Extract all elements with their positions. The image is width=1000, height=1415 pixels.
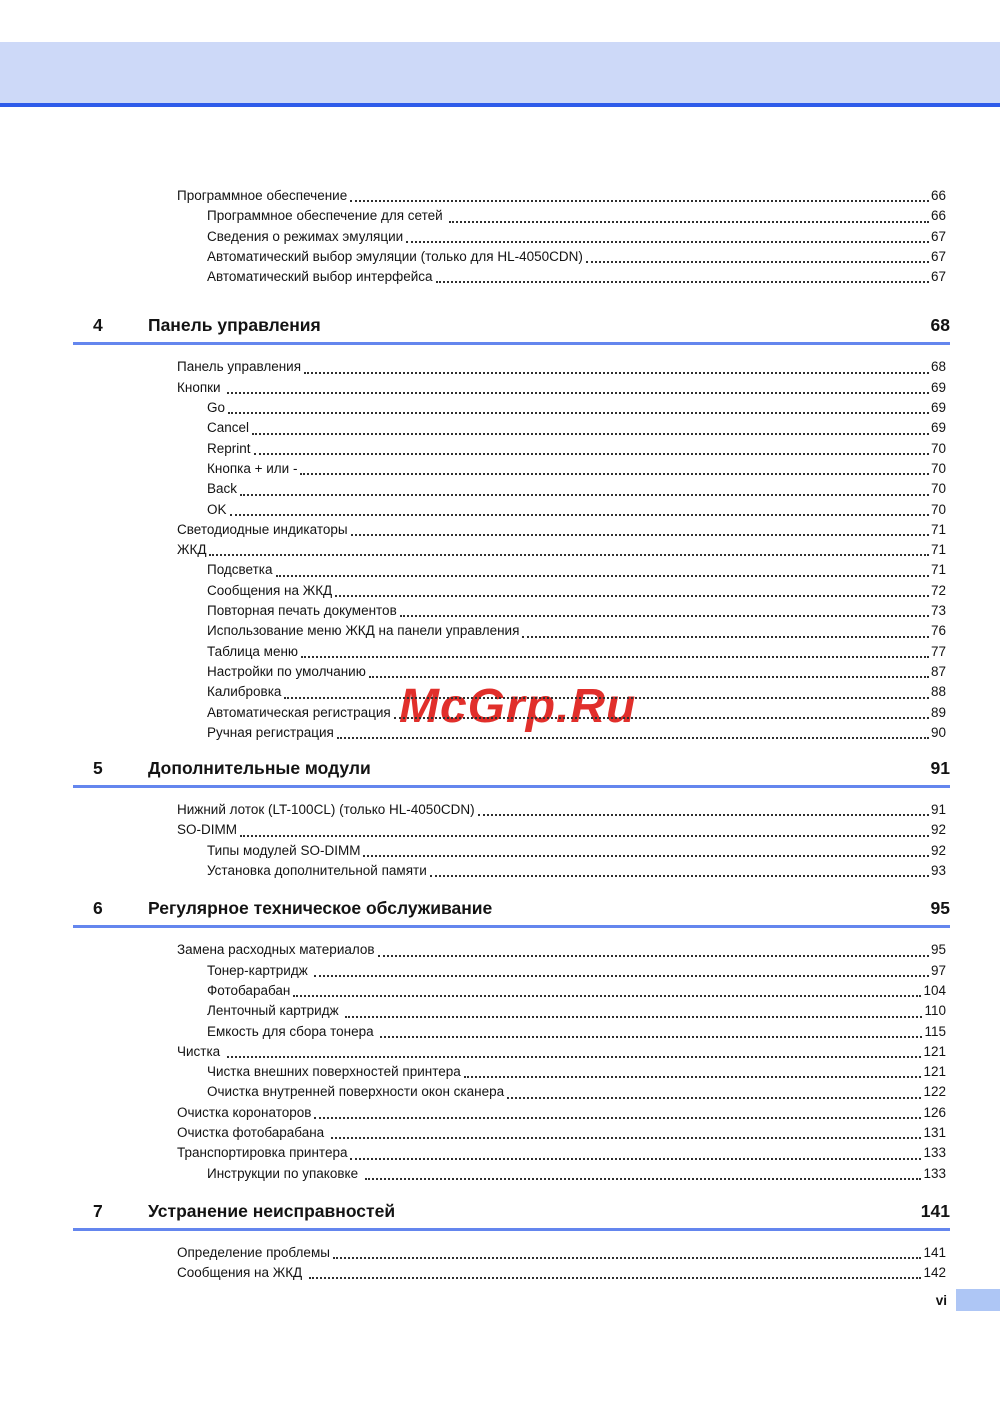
toc-section-chapter-4 <box>73 357 950 743</box>
toc-entry-title: OK <box>207 501 227 517</box>
toc-entry[interactable] <box>73 247 950 267</box>
toc-entry[interactable] <box>73 540 950 560</box>
dot-leader <box>350 200 929 202</box>
toc-entry-page: 122 <box>923 1084 946 1100</box>
toc-entry-page: 131 <box>923 1124 946 1140</box>
chapter-page: 91 <box>930 758 950 779</box>
toc-entry-page: 126 <box>923 1104 946 1120</box>
toc-entry-page: 71 <box>930 562 946 578</box>
dot-leader <box>365 1178 922 1180</box>
toc-entry-page: 104 <box>923 982 946 998</box>
toc-entry[interactable] <box>73 1082 950 1102</box>
toc-entry-title: Back <box>207 481 238 497</box>
toc-entry-page: 67 <box>930 248 946 264</box>
toc-entry-page: 66 <box>930 208 946 224</box>
toc-entry[interactable] <box>73 186 950 206</box>
toc-entry-title: Кнопка + или - <box>207 460 298 476</box>
toc-entry[interactable] <box>73 642 950 662</box>
toc-entry[interactable] <box>73 357 950 377</box>
toc-entry-title: Тонер-картридж <box>207 962 312 978</box>
toc-entry-title: Очистка внутренней поверхности окон сканера <box>207 1084 505 1100</box>
dot-leader <box>478 814 929 816</box>
dot-leader <box>522 636 929 638</box>
chapter-title: Дополнительные модули <box>148 758 371 779</box>
dot-leader <box>400 615 929 617</box>
toc-entry-title: Автоматическая регистрация <box>207 704 391 720</box>
dot-leader <box>369 676 929 678</box>
toc-entry-title: Очистка фотобарабана <box>177 1124 328 1140</box>
toc-entry[interactable] <box>73 1243 950 1263</box>
toc-entry[interactable] <box>73 820 950 840</box>
toc-entry-page: 71 <box>930 542 946 558</box>
dot-leader <box>304 372 929 374</box>
footer-page-number: vi <box>935 1292 947 1308</box>
toc-entry-page: 133 <box>923 1165 946 1181</box>
toc-entry[interactable] <box>73 1164 950 1184</box>
toc-entry-title: Инструкции по упаковке <box>207 1165 362 1181</box>
toc-entry-page: 110 <box>924 1003 946 1019</box>
dot-leader <box>314 975 928 977</box>
toc-entry-page: 70 <box>930 501 946 517</box>
toc-entry[interactable] <box>73 1001 950 1021</box>
toc-entry-title: Автоматический выбор интерфейса <box>207 269 433 285</box>
dot-leader <box>378 955 929 957</box>
toc-entry-page: 73 <box>930 603 946 619</box>
toc-entry-title: Сообщения на ЖКД <box>207 582 333 598</box>
toc-entry-page: 93 <box>930 863 946 879</box>
toc-entry-page: 68 <box>930 359 946 375</box>
toc-entry-title: Reprint <box>207 440 251 456</box>
toc-entry-page: 92 <box>930 842 946 858</box>
toc-entry[interactable] <box>73 961 950 981</box>
toc-entry-page: 70 <box>930 481 946 497</box>
toc-entry-title: Таблица меню <box>207 643 299 659</box>
toc-entry-title: Go <box>207 400 226 416</box>
toc-entry-title: Подсветка <box>207 562 273 578</box>
dot-leader <box>240 494 929 496</box>
toc-entry-page: 91 <box>930 802 946 818</box>
toc-entry-page: 87 <box>930 663 946 679</box>
toc-entry-page: 115 <box>924 1023 946 1039</box>
dot-leader <box>464 1076 922 1078</box>
dot-leader <box>345 1016 922 1018</box>
dot-leader <box>309 1277 922 1279</box>
chapter-page: 68 <box>930 315 950 336</box>
toc-entry[interactable] <box>73 418 950 438</box>
toc-entry-title: Автоматический выбор эмуляции (только для HL-4050CDN) <box>207 248 583 264</box>
toc-entry[interactable] <box>73 1263 950 1283</box>
toc-entry-page: 72 <box>930 582 946 598</box>
toc-entry[interactable] <box>73 1022 950 1042</box>
toc-entry[interactable] <box>73 621 950 641</box>
toc-entry-page: 92 <box>930 822 946 838</box>
toc-entry-title: Чистка <box>177 1043 224 1059</box>
dot-leader <box>227 1056 922 1058</box>
toc-entry[interactable] <box>73 500 950 520</box>
toc-entry[interactable] <box>73 439 950 459</box>
toc-entry-title: Ленточный картридж <box>207 1003 343 1019</box>
table-of-contents <box>73 186 950 1283</box>
toc-entry[interactable] <box>73 1103 950 1123</box>
page-footer <box>936 1289 1000 1311</box>
toc-entry-page: 77 <box>930 643 946 659</box>
toc-entry-title: Чистка внешних поверхностей принтера <box>207 1064 461 1080</box>
toc-entry[interactable] <box>73 662 950 682</box>
toc-entry[interactable] <box>73 841 950 861</box>
chapter-heading-6[interactable] <box>73 896 950 928</box>
toc-entry-title: Панель управления <box>177 359 302 375</box>
toc-entry-page: 66 <box>930 188 946 203</box>
toc-entry-page: 70 <box>930 440 946 456</box>
dot-leader <box>350 1158 921 1160</box>
chapter-page: 141 <box>920 1200 950 1221</box>
toc-entry-title: Светодиодные индикаторы <box>177 521 348 537</box>
toc-entry[interactable] <box>73 723 950 743</box>
toc-entry[interactable] <box>73 459 950 479</box>
toc-entry-title: SO-DIMM <box>177 822 237 838</box>
dot-leader <box>586 261 929 263</box>
toc-entry[interactable] <box>73 703 950 723</box>
toc-entry-page: 97 <box>930 962 946 978</box>
toc-entry-title: Установка дополнительной памяти <box>207 863 427 879</box>
toc-entry-title: Программное обеспечение для сетей <box>207 208 447 224</box>
header-band <box>0 42 1000 107</box>
toc-entry-page: 90 <box>930 724 946 740</box>
toc-entry[interactable] <box>73 378 950 398</box>
toc-entry-page: 69 <box>930 379 946 395</box>
toc-entry-title: ЖКД <box>177 542 207 558</box>
toc-entry-title: Калибровка <box>207 684 282 700</box>
toc-entry[interactable] <box>73 1123 950 1143</box>
chapter-heading-7[interactable] <box>73 1199 950 1231</box>
toc-entry-page: 67 <box>930 269 946 285</box>
toc-entry-page: 141 <box>923 1244 946 1260</box>
toc-entry-page: 67 <box>930 228 946 244</box>
toc-entry-title: Замена расходных материалов <box>177 942 375 958</box>
dot-leader <box>228 412 929 414</box>
chapter-heading-5[interactable] <box>73 756 950 788</box>
toc-entry-title: Транспортировка принтера <box>177 1145 348 1161</box>
chapter-title: Панель управления <box>148 315 321 336</box>
toc-section-chapter-6 <box>73 940 950 1184</box>
toc-entry-title: Повторная печать документов <box>207 603 397 619</box>
dot-leader <box>406 241 929 243</box>
toc-entry[interactable] <box>73 601 950 621</box>
dot-leader <box>335 595 929 597</box>
dot-leader <box>351 534 929 536</box>
dot-leader <box>394 717 929 719</box>
dot-leader <box>209 554 928 556</box>
toc-entry[interactable] <box>73 398 950 418</box>
chapter-number: 5 <box>93 758 103 779</box>
dot-leader <box>227 392 929 394</box>
dot-leader <box>254 453 929 455</box>
toc-section-continuation <box>73 186 950 287</box>
toc-entry[interactable] <box>73 800 950 820</box>
dot-leader <box>252 433 929 435</box>
dot-leader <box>331 1137 922 1139</box>
toc-entry-page: 142 <box>923 1265 946 1281</box>
toc-entry[interactable] <box>73 1062 950 1082</box>
toc-entry-title: Использование меню ЖКД на панели управления <box>207 623 520 639</box>
dot-leader <box>507 1097 921 1099</box>
toc-entry-title: Настройки по умолчанию <box>207 663 366 679</box>
dot-leader <box>300 473 929 475</box>
dot-leader <box>240 835 929 837</box>
toc-section-chapter-7 <box>73 1243 950 1284</box>
toc-entry-title: Определение проблемы <box>177 1244 330 1260</box>
toc-entry-page: 121 <box>923 1043 946 1059</box>
dot-leader <box>276 575 929 577</box>
toc-entry[interactable] <box>73 981 950 1001</box>
toc-entry[interactable] <box>73 560 950 580</box>
toc-entry[interactable] <box>73 682 950 702</box>
dot-leader <box>380 1036 922 1038</box>
dot-leader <box>436 281 929 283</box>
toc-entry[interactable] <box>73 1143 950 1163</box>
chapter-heading-4[interactable] <box>73 313 950 345</box>
toc-entry[interactable] <box>73 267 950 287</box>
toc-entry[interactable] <box>73 581 950 601</box>
dot-leader <box>363 855 929 857</box>
chapter-title: Устранение неисправностей <box>148 1200 396 1221</box>
dot-leader <box>314 1117 921 1119</box>
chapter-number: 4 <box>93 315 103 336</box>
footer-accent-block <box>956 1289 1000 1311</box>
toc-entry-title: Типы модулей SO-DIMM <box>207 842 361 858</box>
toc-entry-page: 121 <box>923 1064 946 1080</box>
dot-leader <box>333 1257 922 1259</box>
toc-entry-title: Сообщения на ЖКД <box>177 1265 306 1281</box>
toc-entry-page: 71 <box>930 521 946 537</box>
toc-entry-title: Ручная регистрация <box>207 724 334 740</box>
toc-entry-title: Cancel <box>207 420 250 436</box>
toc-entry-page: 88 <box>930 684 946 700</box>
toc-entry[interactable] <box>73 1042 950 1062</box>
toc-entry-title: Программное обеспечение <box>177 188 348 203</box>
chapter-title: Регулярное техническое обслуживание <box>148 898 493 919</box>
watermark: McGrp.Ru <box>399 680 637 733</box>
toc-entry-title: Нижний лоток (LT-100CL) (только HL-4050CDN) <box>177 802 475 818</box>
toc-entry-title: Сведения о режимах эмуляции <box>207 228 404 244</box>
toc-entry[interactable] <box>73 520 950 540</box>
toc-entry-title: Очистка коронаторов <box>177 1104 312 1120</box>
dot-leader <box>230 514 929 516</box>
toc-entry[interactable] <box>73 940 950 960</box>
dot-leader <box>293 995 921 997</box>
chapter-number: 7 <box>93 1200 103 1221</box>
toc-entry-title: Емкость для сбора тонера <box>207 1023 378 1039</box>
dot-leader <box>337 737 929 739</box>
toc-entry[interactable] <box>73 227 950 247</box>
toc-entry-title: Фотобарабан <box>207 982 291 998</box>
chapter-page: 95 <box>930 898 950 919</box>
dot-leader <box>284 697 929 699</box>
toc-entry-page: 76 <box>930 623 946 639</box>
toc-entry-page: 133 <box>923 1145 946 1161</box>
dot-leader <box>301 656 929 658</box>
toc-entry-page: 69 <box>930 420 946 436</box>
dot-leader <box>430 875 929 877</box>
toc-entry-page: 89 <box>930 704 946 720</box>
chapter-number: 6 <box>93 898 103 919</box>
toc-entry-page: 69 <box>930 400 946 416</box>
toc-section-chapter-5 <box>73 800 950 881</box>
toc-entry[interactable] <box>73 479 950 499</box>
toc-entry-page: 70 <box>930 460 946 476</box>
toc-entry-page: 95 <box>930 942 946 958</box>
toc-entry[interactable] <box>73 861 950 881</box>
toc-entry[interactable] <box>73 206 950 226</box>
toc-entry-title: Кнопки <box>177 379 225 395</box>
dot-leader <box>449 221 929 223</box>
